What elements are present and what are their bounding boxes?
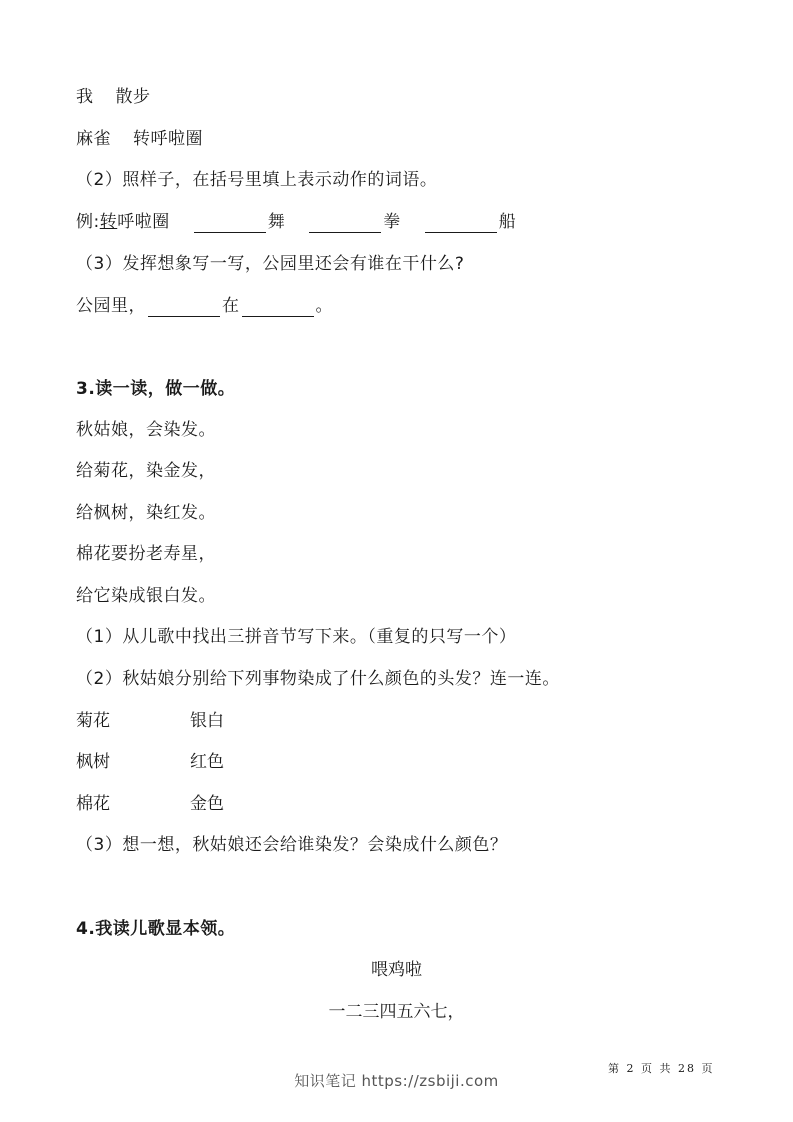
match-left[interactable]: 棉花 — [76, 794, 110, 814]
question-3-3: （3）想一想，秋姑娘还会给谁染发？会染成什么颜色？ — [76, 835, 508, 855]
question-3-2: （2）秋姑娘分别给下列事物染成了什么颜色的头发？连一连。 — [76, 669, 560, 689]
word: 公园里， — [76, 296, 146, 316]
page-number: 第 2 页 共 28 页 — [608, 1062, 715, 1075]
poem-line: 给枫树，染红发。 — [76, 503, 216, 523]
word: 在 — [222, 296, 240, 316]
match-right[interactable]: 红色 — [190, 752, 224, 772]
poem-line: 给菊花，染金发， — [76, 461, 216, 481]
match-left[interactable]: 枫树 — [76, 752, 110, 772]
section-3-title: 3.读一读，做一做。 — [76, 379, 236, 399]
example-line — [76, 211, 516, 233]
fill-blank[interactable] — [194, 215, 266, 233]
question-2-3: （3）发挥想象写一写，公园里还会有谁在干什么? — [76, 254, 465, 274]
word: 我 — [76, 87, 94, 107]
park-line — [76, 295, 333, 317]
footer-watermark: 知识笔记 https://zsbiji.com — [294, 1072, 499, 1090]
fill-blank[interactable] — [242, 299, 314, 317]
text-line — [76, 86, 151, 108]
word: 散步 — [115, 87, 151, 107]
match-right[interactable]: 银白 — [190, 711, 224, 731]
fill-blank[interactable] — [309, 215, 381, 233]
example-prefix: 例: — [76, 212, 100, 232]
word: 转呼啦圈 — [133, 129, 203, 149]
word: 拳 — [383, 212, 401, 232]
word: 舞 — [267, 212, 286, 232]
match-left[interactable]: 菊花 — [76, 711, 110, 731]
example-underlined: 转 — [99, 212, 118, 232]
poem-line: 棉花要扮老寿星， — [76, 544, 216, 564]
question-3-1: （1）从儿歌中找出三拼音节写下来。（重复的只写一个） — [76, 627, 517, 647]
word: 船 — [498, 212, 517, 232]
fill-blank[interactable] — [425, 215, 497, 233]
poem-line: 给它染成银白发。 — [76, 586, 216, 606]
text-line — [76, 128, 203, 150]
word: 。 — [315, 296, 333, 316]
section-4-title: 4.我读儿歌显本领。 — [76, 919, 236, 939]
question-2-2: （2）照样子，在括号里填上表示动作的词语。 — [76, 170, 438, 190]
poem-line: 一二三四五六七， — [328, 1002, 465, 1022]
poem-line: 秋姑娘，会染发。 — [76, 420, 216, 440]
poem-title: 喂鸡啦 — [371, 960, 422, 980]
fill-blank[interactable] — [148, 299, 220, 317]
match-right[interactable]: 金色 — [190, 794, 224, 814]
word: 麻雀 — [76, 129, 111, 149]
example-rest: 呼啦圈 — [117, 212, 170, 232]
